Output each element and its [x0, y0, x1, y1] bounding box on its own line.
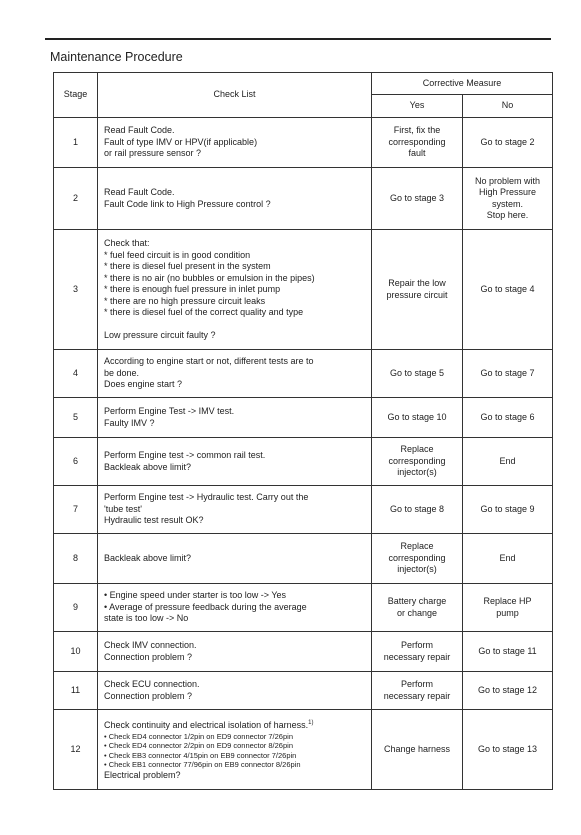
text-line: Replace HP	[483, 596, 532, 606]
yes-cell	[372, 438, 463, 486]
no-cell	[463, 632, 553, 672]
yes-cell	[372, 230, 463, 350]
text-line: Go to stage 3	[389, 192, 445, 203]
text-line: Replace	[400, 444, 434, 455]
text-line: • Engine speed under starter is too low -> Yes	[104, 590, 287, 601]
text-line: Perform	[400, 640, 433, 650]
table-row	[54, 672, 553, 710]
check-cell	[98, 632, 372, 672]
yes-cell	[372, 584, 463, 632]
text-line: pump	[496, 607, 519, 618]
text-line: or rail pressure sensor ?	[104, 148, 202, 159]
stage-cell: 6	[54, 438, 98, 486]
text-line: Perform Engine test -> common rail test.	[104, 450, 266, 460]
text-line: According to engine start or not, different tests are to	[104, 356, 314, 367]
yes-cell	[372, 710, 463, 790]
text-line: injector(s)	[397, 467, 437, 478]
table-row	[54, 534, 553, 584]
check-cell	[98, 672, 372, 710]
top-rule	[45, 38, 551, 40]
text-line: Go to stage 4	[480, 283, 535, 294]
check-cell	[98, 486, 372, 534]
no-cell	[463, 584, 553, 632]
table-row	[54, 438, 553, 486]
stage-cell: 9	[54, 584, 98, 632]
text-line: injector(s)	[397, 564, 437, 575]
text-line: Replace	[400, 541, 434, 552]
text-line: Fault Code link to High Pressure control ?	[104, 198, 271, 209]
text-line: High Pressure	[478, 187, 537, 197]
header-stage: Stage	[54, 73, 98, 118]
text-line: • Check ED4 connector 1/2pin on ED9 connector 7/26pin	[104, 731, 293, 741]
text-line	[104, 319, 365, 330]
text-line: Perform Engine test -> Hydraulic test. Carry out the	[104, 492, 309, 503]
text-line: Connection problem ?	[104, 651, 193, 662]
yes-cell	[372, 350, 463, 398]
check-cell	[98, 118, 372, 168]
text-line: Electrical problem?	[104, 769, 181, 780]
text-line: Read Fault Code.	[104, 187, 175, 197]
text-line: * there is diesel fuel of the correct quality and type	[104, 307, 304, 317]
no-cell	[463, 168, 553, 230]
text-line: • Check ED4 connector 2/2pin on ED9 connector 8/26pin	[104, 741, 293, 750]
table-row	[54, 398, 553, 438]
text-line: * there is diesel fuel present in the system	[104, 261, 271, 271]
header-yes: Yes	[372, 95, 463, 118]
stage-cell: 2	[54, 168, 98, 230]
text-line: Go to stage 13	[477, 743, 538, 754]
text-line: End	[499, 552, 516, 563]
text-line: Repair the low	[388, 278, 446, 288]
text-line: • Average of pressure feedback during the average	[104, 601, 307, 612]
text-line: End	[499, 455, 516, 466]
yes-cell	[372, 672, 463, 710]
text-line: Read Fault Code.	[104, 125, 175, 136]
text-line: Check that:	[104, 238, 150, 248]
no-cell	[463, 350, 553, 398]
text-line: necessary repair	[383, 690, 451, 701]
text-line: Go to stage 7	[480, 367, 535, 378]
text-line: corresponding	[388, 552, 446, 563]
stage-cell: 1	[54, 118, 98, 168]
text-line: Fault of type IMV or HPV(if applicable)	[104, 136, 258, 147]
text-line: pressure circuit	[386, 289, 448, 300]
text-line: Stop here.	[486, 210, 529, 220]
text-line: Backleak above limit?	[104, 552, 192, 563]
text-line: fault	[408, 148, 426, 159]
text-line: • Check EB1 connector 77/96pin on EB9 connector 8/26pin	[104, 760, 301, 769]
text-line: Change harness	[383, 743, 451, 754]
no-cell	[463, 486, 553, 534]
text-line: * there is no air (no bubbles or emulsion in the pipes)	[104, 272, 315, 283]
no-cell	[463, 438, 553, 486]
text-line: corresponding	[388, 136, 446, 147]
text-line: Go to stage 2	[480, 136, 535, 147]
check-cell	[98, 398, 372, 438]
text-line: be done.	[104, 367, 140, 378]
no-cell	[463, 534, 553, 584]
table-row	[54, 584, 553, 632]
stage-cell: 8	[54, 534, 98, 584]
yes-cell	[372, 534, 463, 584]
yes-cell	[372, 632, 463, 672]
header-check-list: Check List	[98, 73, 372, 118]
check-cell	[98, 350, 372, 398]
check-heading: Check continuity and electrical isolation of harness.	[104, 720, 309, 730]
text-line: Check ECU connection.	[104, 679, 200, 689]
no-cell	[463, 710, 553, 790]
table-row	[54, 230, 553, 350]
stage-cell: 10	[54, 632, 98, 672]
text-line: No problem with	[474, 175, 541, 186]
text-line: * fuel feed circuit is in good condition	[104, 249, 251, 260]
text-line: Battery charge	[387, 596, 447, 606]
check-cell	[98, 710, 372, 790]
text-line: 'tube test'	[104, 503, 142, 514]
text-line: necessary repair	[383, 651, 451, 662]
text-line: Faulty IMV ?	[104, 417, 155, 428]
check-cell	[98, 438, 372, 486]
text-line: Go to stage 9	[480, 503, 535, 514]
text-line	[104, 718, 365, 732]
no-cell	[463, 230, 553, 350]
text-line: Go to stage 6	[480, 411, 535, 422]
text-line: system.	[491, 198, 523, 209]
stage-cell: 3	[54, 230, 98, 350]
no-cell	[463, 672, 553, 710]
yes-cell	[372, 486, 463, 534]
text-line: * there is enough fuel pressure in inlet pump	[104, 284, 281, 294]
text-line: Go to stage 10	[387, 411, 447, 422]
footnote-marker: 1)	[308, 720, 314, 726]
text-line: Perform	[400, 679, 433, 689]
text-line: Does engine start ?	[104, 379, 183, 390]
yes-cell	[372, 398, 463, 438]
text-line: corresponding	[388, 455, 446, 466]
text-line: Connection problem ?	[104, 690, 193, 701]
no-cell	[463, 118, 553, 168]
text-line: • Check EB3 connector 4/15pin on EB9 connector 7/26pin	[104, 750, 297, 760]
text-line: Go to stage 11	[478, 645, 537, 656]
check-cell	[98, 230, 372, 350]
stage-cell: 11	[54, 672, 98, 710]
text-line: Check IMV connection.	[104, 640, 197, 650]
table-row	[54, 118, 553, 168]
table-row	[54, 486, 553, 534]
text-line: Go to stage 12	[477, 684, 538, 695]
stage-cell: 4	[54, 350, 98, 398]
page-title: Maintenance Procedure	[50, 50, 183, 64]
text-line: * there are no high pressure circuit leaks	[104, 295, 266, 306]
table-row	[54, 350, 553, 398]
yes-cell	[372, 118, 463, 168]
stage-cell: 5	[54, 398, 98, 438]
text-line: First, fix the	[393, 125, 441, 136]
text-line: or change	[396, 607, 438, 618]
header-corrective-measure: Corrective Measure	[372, 73, 553, 95]
check-cell	[98, 534, 372, 584]
table-row	[54, 168, 553, 230]
yes-cell	[372, 168, 463, 230]
header-no: No	[463, 95, 553, 118]
check-cell	[98, 168, 372, 230]
stage-cell: 7	[54, 486, 98, 534]
text-line: Perform Engine Test -> IMV test.	[104, 406, 235, 416]
text-line: Low pressure circuit faulty ?	[104, 329, 216, 340]
text-line: Go to stage 8	[389, 503, 445, 514]
procedure-table	[53, 72, 553, 790]
text-line: Backleak above limit?	[104, 461, 192, 472]
stage-cell: 12	[54, 710, 98, 790]
text-line: state is too low -> No	[104, 613, 189, 624]
text-line: Go to stage 5	[389, 367, 445, 378]
table-row	[54, 710, 553, 790]
text-line: Hydraulic test result OK?	[104, 515, 204, 526]
table-row	[54, 632, 553, 672]
no-cell	[463, 398, 553, 438]
check-cell	[98, 584, 372, 632]
